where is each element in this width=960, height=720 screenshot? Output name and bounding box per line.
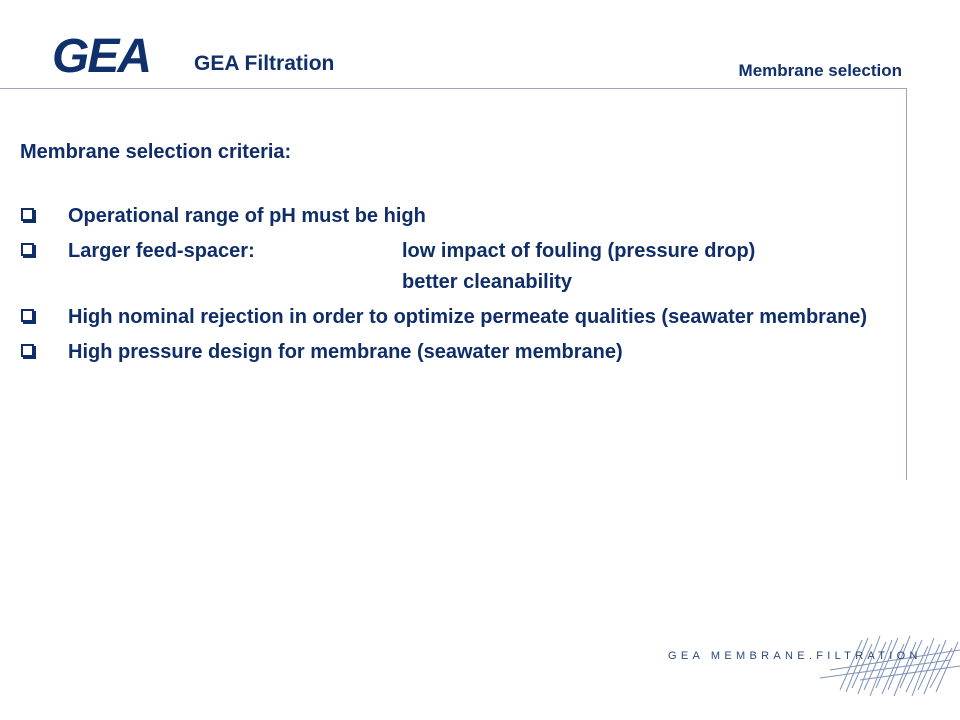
- header-divider: [0, 88, 907, 89]
- section-heading: Membrane selection criteria:: [20, 141, 292, 163]
- bullet-item: [20, 204, 900, 228]
- side-divider: [906, 88, 907, 480]
- square-bullet-icon: [21, 208, 34, 221]
- page-title: Membrane selection: [738, 61, 902, 80]
- bullet-item: [20, 305, 900, 329]
- hatch-decoration-icon: [800, 630, 960, 700]
- bullet-label: Larger feed-spacer:: [68, 240, 255, 262]
- bullet-item: [20, 340, 900, 364]
- bullet-text: High pressure design for membrane (seawater membrane): [68, 341, 623, 363]
- slide-content: [20, 138, 900, 375]
- bullet-detail: low impact of fouling (pressure drop): [402, 240, 756, 262]
- bullet-text: Operational range of pH must be high: [68, 205, 426, 227]
- square-bullet-icon: [21, 344, 34, 357]
- logo-letters: GEA: [52, 30, 151, 80]
- logo-division: GEA Filtration: [194, 52, 335, 75]
- bullet-text: High nominal rejection in order to optimize permeate qualities (seawater membrane): [68, 306, 868, 328]
- gea-logo: [52, 30, 342, 80]
- footer-brand-text: GEA MEMBRANE.FILTRATION: [668, 650, 922, 662]
- square-bullet-icon: [21, 243, 34, 256]
- bullet-item: [20, 239, 900, 263]
- bullet-detail-continuation: better cleanability: [402, 271, 573, 293]
- square-bullet-icon: [21, 309, 34, 322]
